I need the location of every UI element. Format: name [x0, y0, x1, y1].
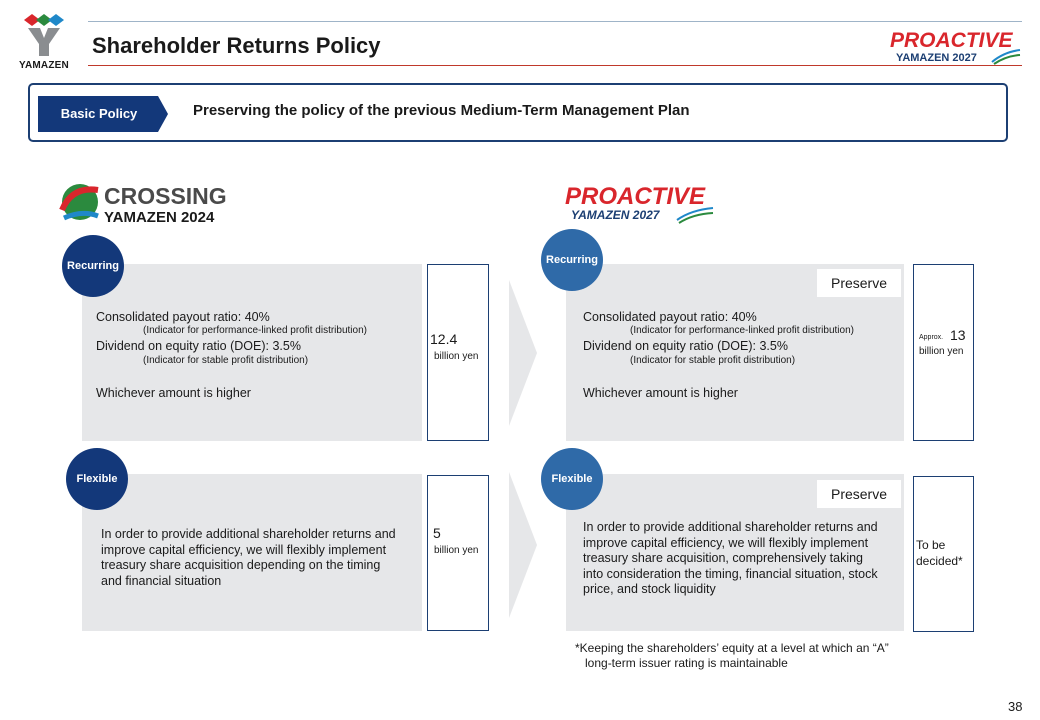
new-flexible-badge: Flexible — [541, 448, 603, 510]
proactive-plan-logo — [565, 182, 715, 224]
previous-flexible-unit: billion yen — [434, 545, 479, 556]
new-payout-ratio: Consolidated payout ratio: 40% — [583, 310, 757, 324]
previous-doe-note: (Indicator for stable profit distribution) — [143, 355, 309, 366]
proactive-header-logo — [888, 26, 1022, 66]
new-flexible-preserve-tag: Preserve — [817, 480, 901, 508]
previous-payout-ratio: Consolidated payout ratio: 40% — [96, 310, 270, 324]
new-whichever-higher: Whichever amount is higher — [583, 386, 738, 400]
new-flexible-text: In order to provide additional shareholder returns and improve capital efficiency, we will flexibly implement treasury share acquisition, comprehensively taking into consideration the timing, financial situation, stock price, and stock liquidity — [583, 520, 878, 596]
proactive-plan-logo-word: PROACTIVE — [565, 183, 706, 210]
previous-doe: Dividend on equity ratio (DOE): 3.5% — [96, 339, 301, 353]
yamazen-logo-text: YAMAZEN — [19, 60, 69, 71]
page-title: Shareholder Returns Policy — [92, 33, 381, 58]
previous-flexible-badge: Flexible — [66, 448, 128, 510]
previous-flexible-value: 5 — [433, 525, 441, 541]
new-recurring-value: 13 — [950, 327, 966, 343]
previous-recurring-value: 12.4 — [430, 331, 458, 347]
title-underline — [88, 65, 1022, 66]
new-recurring-badge: Recurring — [541, 229, 603, 291]
previous-payout-ratio-note: (Indicator for performance-linked profit distribution) — [143, 325, 367, 336]
new-recurring-unit: billion yen — [919, 346, 964, 357]
previous-flexible-text: In order to provide additional shareholder returns and improve capital efficiency, we will flexibly implement treasury share acquisition depending on the timing and financial situation — [101, 527, 396, 588]
yamazen-logo-mark — [14, 14, 74, 62]
crossing-logo-sub: YAMAZEN 2024 — [104, 209, 215, 226]
new-recurring-approx: Approx. — [919, 334, 944, 341]
new-recurring-preserve-tag: Preserve — [817, 269, 901, 297]
footnote-line2: long-term issuer rating is maintainable — [585, 656, 788, 670]
new-flexible-value-line1: To be — [916, 538, 946, 552]
new-payout-ratio-note: (Indicator for performance-linked profit distribution) — [630, 325, 854, 336]
basic-policy-tag: Basic Policy — [60, 106, 138, 121]
proactive-logo-sub: YAMAZEN 2027 — [896, 52, 977, 64]
footnote — [575, 641, 889, 671]
arrow-chevron-top-icon — [509, 280, 537, 426]
page-number: 38 — [1008, 699, 1023, 714]
header-top-rule — [88, 21, 1022, 22]
new-doe-note: (Indicator for stable profit distribution) — [630, 355, 796, 366]
proactive-logo-word: PROACTIVE — [890, 29, 1013, 52]
basic-policy-text: Preserving the policy of the previous Medium-Term Management Plan — [193, 102, 690, 119]
crossing-logo-word: CROSSING — [104, 183, 227, 209]
previous-recurring-badge: Recurring — [62, 235, 124, 297]
previous-recurring-unit: billion yen — [434, 351, 479, 362]
new-flexible-value-line2: decided* — [916, 554, 963, 568]
previous-whichever-higher: Whichever amount is higher — [96, 386, 251, 400]
footnote-line1: *Keeping the shareholders’ equity at a level at which an “A” — [575, 641, 889, 655]
new-doe: Dividend on equity ratio (DOE): 3.5% — [583, 339, 788, 353]
crossing-yamazen-logo — [58, 180, 238, 226]
proactive-plan-logo-sub: YAMAZEN 2027 — [571, 208, 660, 222]
arrow-chevron-bottom-icon — [509, 472, 537, 618]
